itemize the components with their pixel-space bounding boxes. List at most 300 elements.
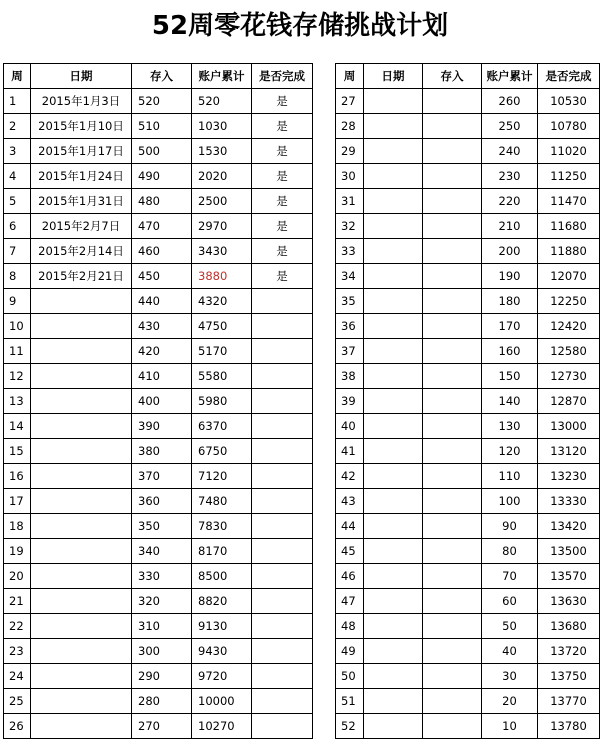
cell-week: 12 <box>4 364 31 389</box>
cell-week: 5 <box>4 189 31 214</box>
cell-total: 1530 <box>192 139 252 164</box>
cell-week: 8 <box>4 264 31 289</box>
cell-week: 27 <box>336 89 364 114</box>
cell-date: 2015年2月14日 <box>31 239 132 264</box>
cell-deposit <box>423 189 482 214</box>
cell-deposit <box>423 689 482 714</box>
table-row <box>4 639 313 664</box>
cell-week: 1 <box>4 89 31 114</box>
cell-total: 5170 <box>192 339 252 364</box>
cell-deposit: 430 <box>132 314 192 339</box>
cell-date <box>364 164 423 189</box>
cell-done: 13500 <box>538 539 600 564</box>
table-row <box>336 89 600 114</box>
cell-deposit: 370 <box>132 464 192 489</box>
cell-done: 12070 <box>538 264 600 289</box>
cell-week: 14 <box>4 414 31 439</box>
cell-week: 13 <box>4 389 31 414</box>
table-row <box>4 614 313 639</box>
cell-total: 5980 <box>192 389 252 414</box>
cell-done: 12870 <box>538 389 600 414</box>
cell-date <box>31 539 132 564</box>
cell-deposit <box>423 114 482 139</box>
cell-total: 90 <box>482 514 538 539</box>
header-week: 周 <box>4 64 31 89</box>
cell-week: 44 <box>336 514 364 539</box>
cell-date <box>364 89 423 114</box>
cell-deposit: 460 <box>132 239 192 264</box>
cell-total: 2020 <box>192 164 252 189</box>
cell-done: 12580 <box>538 339 600 364</box>
cell-date <box>364 114 423 139</box>
cell-deposit: 340 <box>132 539 192 564</box>
cell-deposit <box>423 164 482 189</box>
cell-total: 9430 <box>192 639 252 664</box>
cell-done: 11470 <box>538 189 600 214</box>
header-date: 日期 <box>31 64 132 89</box>
header-week: 周 <box>336 64 364 89</box>
cell-deposit <box>423 339 482 364</box>
cell-deposit <box>423 214 482 239</box>
cell-deposit <box>423 239 482 264</box>
cell-date: 2015年1月31日 <box>31 189 132 214</box>
cell-date <box>31 589 132 614</box>
cell-done: 13630 <box>538 589 600 614</box>
cell-total: 30 <box>482 664 538 689</box>
cell-total: 4320 <box>192 289 252 314</box>
cell-date <box>364 489 423 514</box>
cell-done: 13420 <box>538 514 600 539</box>
cell-week: 6 <box>4 214 31 239</box>
cell-date <box>31 414 132 439</box>
cell-deposit <box>423 364 482 389</box>
table-row <box>336 539 600 564</box>
cell-total: 10270 <box>192 714 252 739</box>
cell-done: 13680 <box>538 614 600 639</box>
cell-total: 220 <box>482 189 538 214</box>
cell-week: 37 <box>336 339 364 364</box>
table-row <box>4 114 313 139</box>
cell-total: 6370 <box>192 414 252 439</box>
cell-date: 2015年2月21日 <box>31 264 132 289</box>
cell-deposit <box>423 589 482 614</box>
cell-date <box>31 314 132 339</box>
cell-done <box>252 489 313 514</box>
cell-deposit: 470 <box>132 214 192 239</box>
cell-date <box>364 264 423 289</box>
table-row <box>4 289 313 314</box>
cell-date <box>364 389 423 414</box>
cell-deposit <box>423 639 482 664</box>
cell-total: 70 <box>482 564 538 589</box>
cell-week: 45 <box>336 539 364 564</box>
table-row <box>4 214 313 239</box>
table-row <box>4 714 313 739</box>
cell-week: 24 <box>4 664 31 689</box>
cell-done: 11250 <box>538 164 600 189</box>
cell-date: 2015年2月7日 <box>31 214 132 239</box>
cell-week: 35 <box>336 289 364 314</box>
cell-deposit <box>423 139 482 164</box>
cell-deposit: 410 <box>132 364 192 389</box>
cell-total: 170 <box>482 314 538 339</box>
table-row <box>4 414 313 439</box>
cell-week: 2 <box>4 114 31 139</box>
cell-total: 8170 <box>192 539 252 564</box>
cell-week: 9 <box>4 289 31 314</box>
cell-week: 39 <box>336 389 364 414</box>
cell-total: 100 <box>482 489 538 514</box>
right-schedule-table <box>335 63 600 739</box>
cell-date <box>364 239 423 264</box>
table-row <box>4 139 313 164</box>
cell-deposit: 510 <box>132 114 192 139</box>
cell-date <box>364 314 423 339</box>
cell-deposit <box>423 514 482 539</box>
cell-total: 160 <box>482 339 538 364</box>
cell-week: 46 <box>336 564 364 589</box>
cell-deposit <box>423 564 482 589</box>
table-row <box>336 314 600 339</box>
cell-deposit <box>423 614 482 639</box>
cell-deposit: 400 <box>132 389 192 414</box>
cell-week: 32 <box>336 214 364 239</box>
table-header-row <box>336 64 600 89</box>
cell-week: 42 <box>336 464 364 489</box>
cell-deposit: 390 <box>132 414 192 439</box>
cell-date <box>364 614 423 639</box>
cell-done <box>252 639 313 664</box>
cell-total: 520 <box>192 89 252 114</box>
cell-total: 260 <box>482 89 538 114</box>
table-row <box>4 489 313 514</box>
cell-done: 13720 <box>538 639 600 664</box>
cell-week: 50 <box>336 664 364 689</box>
cell-date <box>364 589 423 614</box>
cell-week: 34 <box>336 264 364 289</box>
table-row <box>336 514 600 539</box>
cell-date <box>31 514 132 539</box>
cell-total: 40 <box>482 639 538 664</box>
cell-week: 3 <box>4 139 31 164</box>
cell-deposit: 290 <box>132 664 192 689</box>
table-row <box>336 264 600 289</box>
cell-date <box>364 289 423 314</box>
cell-date <box>31 664 132 689</box>
cell-date <box>31 614 132 639</box>
table-row <box>4 89 313 114</box>
cell-done: 13330 <box>538 489 600 514</box>
cell-total: 120 <box>482 439 538 464</box>
cell-done: 13000 <box>538 414 600 439</box>
table-header-row <box>4 64 313 89</box>
cell-date <box>364 714 423 739</box>
cell-date <box>364 464 423 489</box>
cell-week: 17 <box>4 489 31 514</box>
cell-date: 2015年1月24日 <box>31 164 132 189</box>
cell-total: 1030 <box>192 114 252 139</box>
cell-done: 11020 <box>538 139 600 164</box>
table-row <box>336 714 600 739</box>
cell-done <box>252 339 313 364</box>
cell-date <box>31 714 132 739</box>
cell-done: 13120 <box>538 439 600 464</box>
table-row <box>4 189 313 214</box>
cell-date <box>31 689 132 714</box>
cell-total: 8820 <box>192 589 252 614</box>
left-schedule-table <box>3 63 313 739</box>
table-row <box>336 164 600 189</box>
cell-date <box>364 189 423 214</box>
cell-date <box>31 464 132 489</box>
cell-total: 20 <box>482 689 538 714</box>
cell-total: 180 <box>482 289 538 314</box>
cell-date <box>364 414 423 439</box>
table-row <box>4 439 313 464</box>
cell-total: 250 <box>482 114 538 139</box>
table-row <box>336 364 600 389</box>
cell-date: 2015年1月3日 <box>31 89 132 114</box>
table-row <box>336 564 600 589</box>
table-row <box>336 664 600 689</box>
table-row <box>4 314 313 339</box>
cell-deposit: 490 <box>132 164 192 189</box>
cell-date <box>364 689 423 714</box>
cell-total: 210 <box>482 214 538 239</box>
cell-week: 33 <box>336 239 364 264</box>
cell-deposit <box>423 389 482 414</box>
cell-total: 10 <box>482 714 538 739</box>
header-done: 是否完成 <box>538 64 600 89</box>
cell-deposit: 500 <box>132 139 192 164</box>
cell-done: 11880 <box>538 239 600 264</box>
cell-week: 26 <box>4 714 31 739</box>
cell-total: 9720 <box>192 664 252 689</box>
header-deposit: 存入 <box>132 64 192 89</box>
cell-total: 9130 <box>192 614 252 639</box>
table-row <box>336 139 600 164</box>
cell-deposit: 280 <box>132 689 192 714</box>
cell-deposit: 270 <box>132 714 192 739</box>
cell-deposit <box>423 714 482 739</box>
cell-date <box>364 339 423 364</box>
cell-week: 22 <box>4 614 31 639</box>
cell-deposit <box>423 314 482 339</box>
cell-total: 50 <box>482 614 538 639</box>
cell-done <box>252 514 313 539</box>
cell-date <box>364 439 423 464</box>
cell-done: 11680 <box>538 214 600 239</box>
cell-total: 240 <box>482 139 538 164</box>
cell-week: 4 <box>4 164 31 189</box>
cell-week: 38 <box>336 364 364 389</box>
cell-week: 51 <box>336 689 364 714</box>
cell-week: 11 <box>4 339 31 364</box>
cell-done <box>252 289 313 314</box>
cell-date: 2015年1月17日 <box>31 139 132 164</box>
page-title: 52周零花钱存储挑战计划 <box>151 11 449 41</box>
cell-week: 41 <box>336 439 364 464</box>
cell-total: 60 <box>482 589 538 614</box>
cell-week: 52 <box>336 714 364 739</box>
cell-date <box>364 364 423 389</box>
cell-week: 10 <box>4 314 31 339</box>
cell-deposit: 380 <box>132 439 192 464</box>
table-row <box>336 389 600 414</box>
table-row <box>336 339 600 364</box>
cell-done: 12250 <box>538 289 600 314</box>
cell-done: 13750 <box>538 664 600 689</box>
cell-deposit: 440 <box>132 289 192 314</box>
cell-week: 47 <box>336 589 364 614</box>
cell-date <box>364 639 423 664</box>
cell-total: 150 <box>482 364 538 389</box>
cell-done: 是 <box>252 264 313 289</box>
cell-deposit <box>423 89 482 114</box>
cell-date <box>31 439 132 464</box>
cell-total: 4750 <box>192 314 252 339</box>
table-row <box>336 639 600 664</box>
cell-week: 20 <box>4 564 31 589</box>
cell-total: 130 <box>482 414 538 439</box>
cell-week: 40 <box>336 414 364 439</box>
table-row <box>4 664 313 689</box>
cell-date <box>364 539 423 564</box>
cell-total: 7830 <box>192 514 252 539</box>
cell-week: 31 <box>336 189 364 214</box>
table-row <box>4 164 313 189</box>
cell-total: 80 <box>482 539 538 564</box>
cell-done <box>252 439 313 464</box>
cell-done <box>252 414 313 439</box>
table-row <box>4 589 313 614</box>
cell-date <box>31 489 132 514</box>
table-row <box>4 364 313 389</box>
cell-total: 8500 <box>192 564 252 589</box>
table-row <box>4 539 313 564</box>
cell-done <box>252 464 313 489</box>
table-row <box>336 614 600 639</box>
cell-week: 16 <box>4 464 31 489</box>
table-row <box>4 339 313 364</box>
cell-total: 3430 <box>192 239 252 264</box>
cell-done: 13780 <box>538 714 600 739</box>
cell-total: 3880 <box>192 264 252 289</box>
cell-done <box>252 389 313 414</box>
cell-done: 13770 <box>538 689 600 714</box>
cell-total: 7480 <box>192 489 252 514</box>
cell-done <box>252 364 313 389</box>
cell-done: 13570 <box>538 564 600 589</box>
cell-week: 43 <box>336 489 364 514</box>
table-row <box>336 464 600 489</box>
table-row <box>336 689 600 714</box>
cell-date <box>364 139 423 164</box>
cell-date <box>364 214 423 239</box>
cell-week: 21 <box>4 589 31 614</box>
cell-done: 是 <box>252 189 313 214</box>
cell-done <box>252 314 313 339</box>
cell-total: 7120 <box>192 464 252 489</box>
cell-deposit <box>423 414 482 439</box>
table-row <box>336 189 600 214</box>
cell-week: 18 <box>4 514 31 539</box>
cell-date <box>31 639 132 664</box>
cell-deposit <box>423 439 482 464</box>
cell-done: 是 <box>252 114 313 139</box>
cell-week: 19 <box>4 539 31 564</box>
header-done: 是否完成 <box>252 64 313 89</box>
cell-total: 200 <box>482 239 538 264</box>
cell-deposit <box>423 664 482 689</box>
table-row <box>336 114 600 139</box>
cell-done: 是 <box>252 164 313 189</box>
table-row <box>4 239 313 264</box>
cell-deposit <box>423 539 482 564</box>
header-total: 账户累计 <box>192 64 252 89</box>
cell-deposit: 450 <box>132 264 192 289</box>
cell-week: 23 <box>4 639 31 664</box>
cell-done: 13230 <box>538 464 600 489</box>
cell-total: 110 <box>482 464 538 489</box>
table-row <box>336 489 600 514</box>
cell-done <box>252 614 313 639</box>
cell-total: 6750 <box>192 439 252 464</box>
cell-week: 25 <box>4 689 31 714</box>
cell-week: 15 <box>4 439 31 464</box>
cell-done: 12420 <box>538 314 600 339</box>
cell-week: 36 <box>336 314 364 339</box>
cell-deposit: 300 <box>132 639 192 664</box>
cell-date <box>31 564 132 589</box>
table-row <box>4 264 313 289</box>
cell-date: 2015年1月10日 <box>31 114 132 139</box>
cell-done: 10780 <box>538 114 600 139</box>
cell-total: 2970 <box>192 214 252 239</box>
table-row <box>4 514 313 539</box>
cell-deposit: 330 <box>132 564 192 589</box>
cell-done <box>252 564 313 589</box>
table-row <box>4 464 313 489</box>
cell-total: 10000 <box>192 689 252 714</box>
cell-done: 是 <box>252 239 313 264</box>
cell-done <box>252 539 313 564</box>
cell-date <box>31 289 132 314</box>
cell-week: 30 <box>336 164 364 189</box>
table-row <box>4 564 313 589</box>
cell-week: 49 <box>336 639 364 664</box>
cell-deposit: 320 <box>132 589 192 614</box>
header-date: 日期 <box>364 64 423 89</box>
table-row <box>336 239 600 264</box>
header-total: 账户累计 <box>482 64 538 89</box>
cell-date <box>364 664 423 689</box>
cell-deposit: 520 <box>132 89 192 114</box>
cell-done <box>252 589 313 614</box>
cell-deposit <box>423 464 482 489</box>
cell-deposit: 420 <box>132 339 192 364</box>
cell-done: 10530 <box>538 89 600 114</box>
header-deposit: 存入 <box>423 64 482 89</box>
cell-week: 48 <box>336 614 364 639</box>
cell-done: 是 <box>252 214 313 239</box>
cell-done: 12730 <box>538 364 600 389</box>
cell-total: 140 <box>482 389 538 414</box>
cell-total: 5580 <box>192 364 252 389</box>
cell-done: 是 <box>252 139 313 164</box>
table-row <box>336 414 600 439</box>
cell-done <box>252 714 313 739</box>
